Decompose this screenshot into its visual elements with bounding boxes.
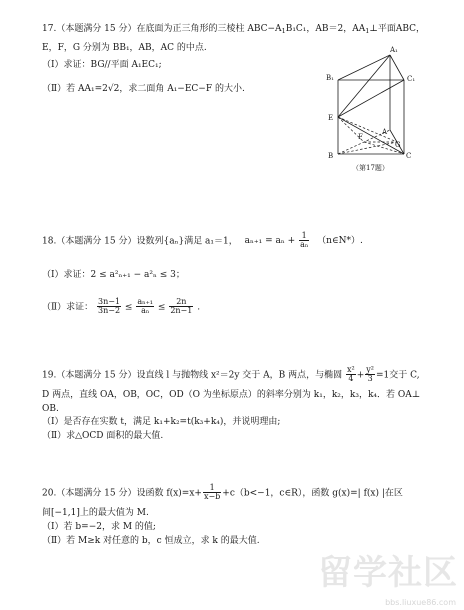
q20-line2: 间[−1,1]上的最大值为 M. [42,508,149,518]
q19-line3: OB. [42,404,59,414]
q20-part2: （Ⅱ）若 M≥k 对任意的 b，c 恒成立，求 k 的最大值. [42,536,260,546]
fraction-a-ratio: $\frac{\text{aₙ₊₁}}{\text{aₙ}}$ [137,297,154,316]
label-E: E [328,114,334,122]
q17-part2: （Ⅱ）若 AA₁=2√2，求二面角 A₁−EC−F 的大小. [42,84,245,94]
q20-part1: （Ⅰ）若 b=−2，求 M 的值; [42,522,156,532]
label-B: B [328,152,334,160]
label-A: A [382,128,388,136]
q19-line2: D 两点，直线 OA，OB，OC，OD（O 为坐标原点）的斜率分别为 k₁，k₂，k₃，k₄．若 OA⊥ [42,390,421,400]
recurrence-fraction: $\frac{1}{\text{aₙ}}$ [300,231,309,250]
label-F: F [358,133,363,141]
q18-part2: （Ⅱ）求证： $\frac{3n-1}{3n-2}$ ≤ $\frac{\text{aₙ₊₁}}{\text{aₙ}}$ ≤ $\frac{2n}{2n-1}$ . [42,297,201,316]
q19-part2: （Ⅱ）求△OCD 面积的最大值. [42,431,164,441]
q19-part1: （Ⅰ）是否存在实数 t，满足 k₁+k₂=t(k₃+k₄)，并说明理由; [42,417,281,427]
ellipse-y-term: $\frac{\text{y²}}{3}$ [366,365,375,384]
fx-fraction: $\frac{1}{x-b}$ [203,483,221,502]
watermark-url: bbs.liuxue86.com [385,598,456,608]
label-C: C [406,152,412,160]
fraction-2n: $\frac{2n}{2n-1}$ [170,297,193,316]
q17-header: 17.（本题满分 15 分）在底面为正三角形的三棱柱 $ABC-A_1B_1C_1$，AB＝2，$AA_1\perp$平面ABC， [42,24,426,35]
prism-figure [318,44,428,174]
figure-caption: （第17题） [352,164,389,172]
label-C1: C₁ [407,75,416,83]
label-B1: B₁ [326,74,334,82]
q20-header: 20.（本题满分 15 分）设函数 f(x)=x+ $\frac{1}{x-b}$ +c（b<−1，c∈R），函数 g(x)=| f(x) |在区 [42,483,403,502]
q18-part1: （Ⅰ）求证：2 ≤ a²ₙ₊₁ − a²ₙ ≤ 3； [42,270,185,280]
q17-part1: （Ⅰ）求证：BG//平面 A₁EC₁; [42,60,162,70]
q17-line2: E，F，G 分别为 BB₁，AB，AC 的中点. [42,43,207,53]
fraction-3n: $\frac{3n-1}{3n-2}$ [98,297,121,316]
ellipse-x-term: $\frac{\text{x²}}{4}$ [347,365,355,384]
q19-header: 19.（本题满分 15 分）设直线 l 与抛物线 x²＝2y 交于 A，B 两点，与椭圆 $\frac{\text{x²}}{4}$ + $\frac{\text{y²}}{3}$ =1交于 C, [42,365,420,384]
label-G: G [395,141,401,149]
q18-header: 18.（本题满分 15 分）设数列{aₙ}满足 a₁＝1， aₙ₊₁ = aₙ + $\frac{1}{\text{aₙ}}$ （n∈N*）. [42,231,363,250]
label-A1: A₁ [390,46,398,54]
watermark-logo: 留学社区 [318,553,458,594]
